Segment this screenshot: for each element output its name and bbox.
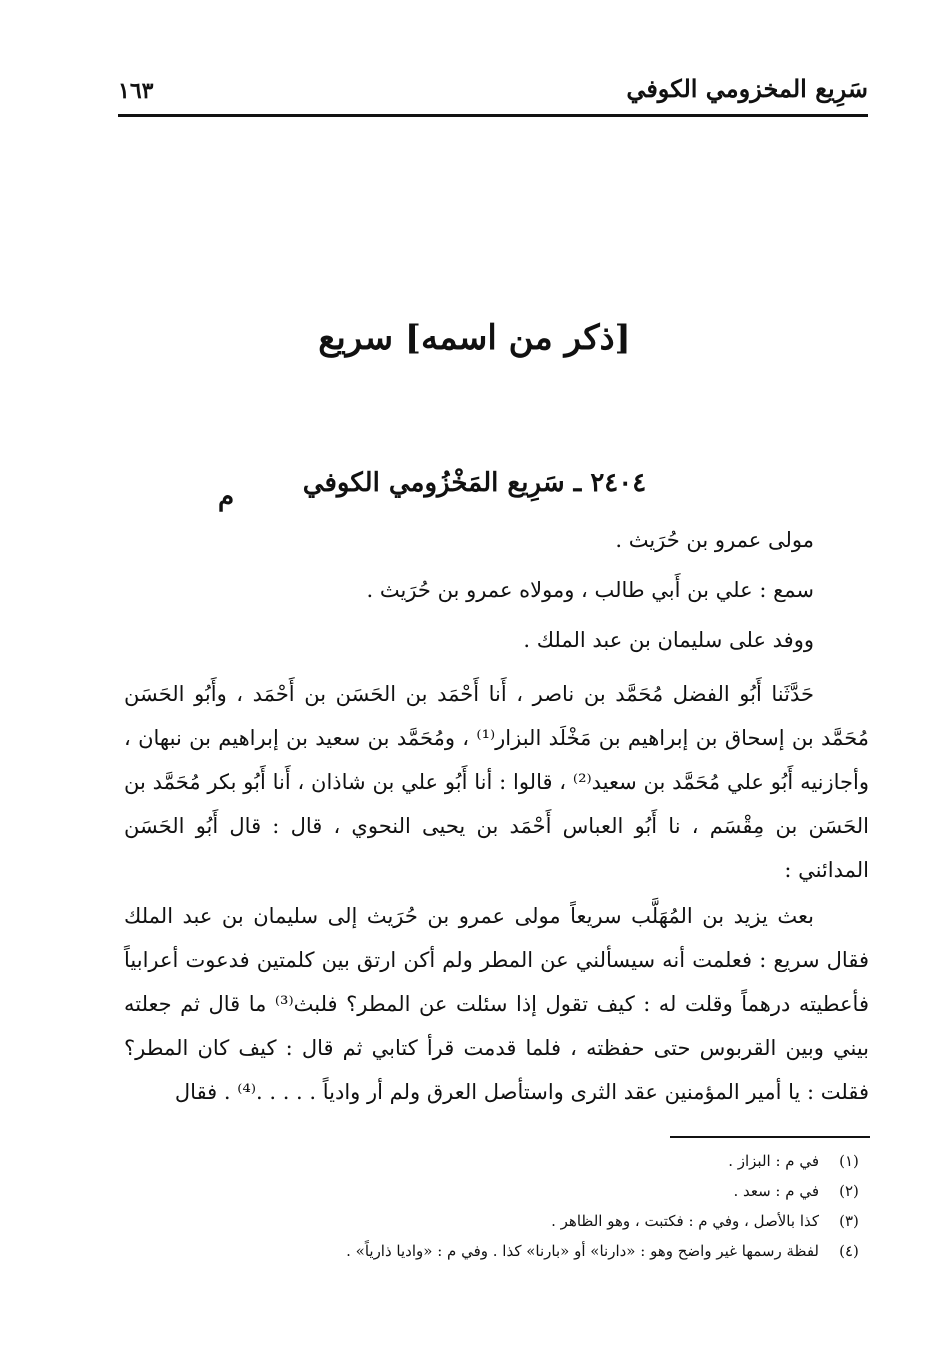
running-title: سَرِيع المخزومي الكوفي bbox=[626, 74, 868, 103]
isnad-paragraph: حَدَّثَنا أَبُو الفضل مُحَمَّد بن ناصر ، أَنا أَحْمَد بن الحَسَن بن أَحْمَد ، وأَبُو الحَسَن مُحَمَّد بن إسحاق بن إبراهيم بن مَخْلَد البزار⁽¹⁾ ، ومُحَمَّد بن سعيد بن إبراهيم بن نبهان ، وأجازنيه أَبُو علي مُحَمَّد بن سعيد⁽²⁾ ، قالوا : أنا أَبُو علي بن شاذان ، أَنا أَبُو بكر مُحَمَّد بن الحَسَن بن مِقْسَم ، نا أَبُو العباس أَحْمَد بن يحيى النحوي ، قال : قال أَبُو الحَسَن المدائني : bbox=[124, 682, 870, 882]
section-title: [ذكر من اسمه] سريع bbox=[318, 318, 631, 358]
bio-line: مولى عمرو بن حُرَيث . bbox=[615, 528, 814, 552]
page-number: ١٦٣ bbox=[118, 78, 154, 104]
footnote bbox=[346, 1242, 869, 1260]
narrative-paragraph: بعث يزيد بن المُهَلَّب سريعاً مولى عمرو بن حُرَيث إلى سليمان بن عبد الملك فقال سريع : فعلمت أنه سيسألني عن المطر ولم أكن ارتق بين كلمتين فدعوت أعرابياً فأعطيته درهماً وقلت له : كيف تقول إذا سئلت عن المطر؟ فلبث⁽³⁾ ما قال ثم جعلته بيني وبين القربوس حتى حفظته ، فلما قدمت قرأ كتابي ثم قال : كيف كان المطر؟ فقلت : يا أمير المؤمنين عقد الثرى واستأصل العرق ولم أر وادياً . . . . .⁽⁴⁾ . فقال bbox=[124, 904, 869, 1104]
footnote-text: في م : سعد . bbox=[733, 1182, 819, 1200]
footnote-text: لفظة رسمها غير واضح وهو : «دارنا» أو «بارنا» كذا . وفي م : «واديا ذارياً» . bbox=[346, 1242, 819, 1260]
header-rule bbox=[118, 114, 868, 117]
footnote-text: في م : البزاز . bbox=[728, 1152, 819, 1170]
footnote-text: كذا بالأصل ، وفي م : فكتبت ، وهو الظاهر . bbox=[551, 1212, 819, 1230]
footnote-rule bbox=[670, 1136, 870, 1138]
margin-mark: م bbox=[218, 482, 235, 512]
footnote bbox=[733, 1182, 869, 1200]
entry-heading: ٢٤٠٤ ـ سَرِيع المَخْزُومي الكوفي bbox=[302, 468, 647, 498]
page-header bbox=[118, 72, 868, 112]
footnote-number: (٢) bbox=[839, 1182, 859, 1200]
bio-line: سمع : علي بن أَبي طالب ، ومولاه عمرو بن حُرَيث . bbox=[366, 578, 814, 602]
footnote-number: (٤) bbox=[839, 1242, 859, 1260]
footnote bbox=[728, 1152, 869, 1170]
footnote-number: (٣) bbox=[839, 1212, 859, 1230]
footnote bbox=[551, 1212, 869, 1230]
footnote-number: (١) bbox=[839, 1152, 859, 1170]
bio-line: ووفد على سليمان بن عبد الملك . bbox=[523, 628, 814, 652]
